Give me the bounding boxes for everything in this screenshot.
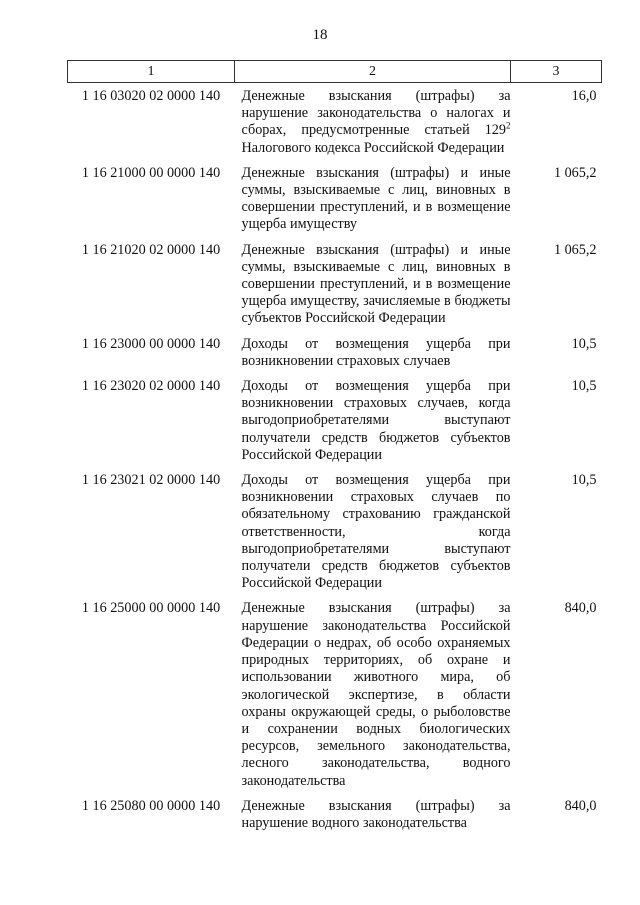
row-code: 1 16 21000 00 0000 140 (81, 164, 221, 181)
row-name: Денежные взыскания (штрафы) за нарушение водного законодательства (241, 797, 511, 831)
table-row (68, 793, 602, 835)
table-row (68, 331, 602, 373)
row-name (235, 83, 511, 160)
row-amount: 1 065,2 (553, 241, 597, 258)
row-name: Денежные взыскания (штрафы) и иные суммы, взыскиваемые с лиц, виновных в совершении преступлений, и в возмещение ущерба имуществу (241, 164, 511, 233)
row-code: 1 16 25080 00 0000 140 (81, 797, 221, 814)
table-row (68, 595, 602, 792)
table-row (68, 160, 602, 237)
row-name-text: Денежные взыскания (штрафы) за нарушение законодательства о налогах и сборах, предусмотренные статьей 129 (241, 88, 511, 139)
row-code: 1 16 21020 02 0000 140 (81, 241, 221, 258)
table-row (68, 467, 602, 595)
row-code: 1 16 25000 00 0000 140 (81, 600, 221, 617)
row-name: Денежные взыскания (штрафы) за нарушение законодательства Российской Федерации о недрах, об особо охраняемых природных территориях, об охране и использовании животного мира, об экологической экспертизе, в области охраны окружающей среды, о рыболовстве и сохранении водных биологических ресурсов, земельного законодательства, лесного законодательства, водного законодательства (241, 600, 511, 789)
row-code: 1 16 23020 02 0000 140 (81, 378, 221, 395)
row-amount: 10,5 (571, 378, 597, 395)
header-col-3: 3 (511, 61, 602, 83)
revenue-table (67, 60, 602, 835)
table-row (68, 83, 602, 160)
row-name: Денежные взыскания (штрафы) и иные суммы, взыскиваемые с лиц, виновных в совершении преступлений, и в возмещение ущерба имуществу, зачисляемые в бюджеты субъектов Российской Федерации (241, 241, 511, 327)
row-name-superscript: 2 (506, 120, 511, 131)
table-header (68, 61, 602, 83)
row-code: 1 16 03020 02 0000 140 (81, 88, 221, 104)
row-name: Доходы от возмещения ущерба при возникновении страховых случаев, когда выгодоприобретателями выступают получатели средств бюджетов субъектов Российской Федерации (241, 378, 511, 463)
row-amount: 10,5 (571, 335, 597, 352)
table-row (68, 237, 602, 331)
row-amount: 1 065,2 (553, 164, 597, 181)
row-amount: 16,0 (571, 88, 597, 104)
row-name-text-continued: Налогового кодекса Российской Федерации (241, 139, 505, 156)
page-number: 18 (312, 27, 328, 43)
header-col-1: 1 (68, 61, 235, 83)
row-name: Доходы от возмещения ущерба при возникновении страховых случаев по обязательному страхованию гражданской ответственности, когда выгодоприобретателями выступают получатели средств бюджетов субъектов Российской Федерации (241, 472, 511, 592)
row-amount: 840,0 (564, 600, 597, 617)
row-amount: 840,0 (564, 797, 597, 814)
row-amount: 10,5 (571, 472, 597, 489)
row-code: 1 16 23000 00 0000 140 (81, 335, 221, 352)
table-row (68, 373, 602, 467)
header-row (68, 61, 602, 83)
row-name: Доходы от возмещения ущерба при возникновении страховых случаев (241, 335, 511, 369)
row-code: 1 16 23021 02 0000 140 (81, 472, 221, 489)
table-body (68, 83, 602, 836)
header-col-2: 2 (235, 61, 511, 83)
